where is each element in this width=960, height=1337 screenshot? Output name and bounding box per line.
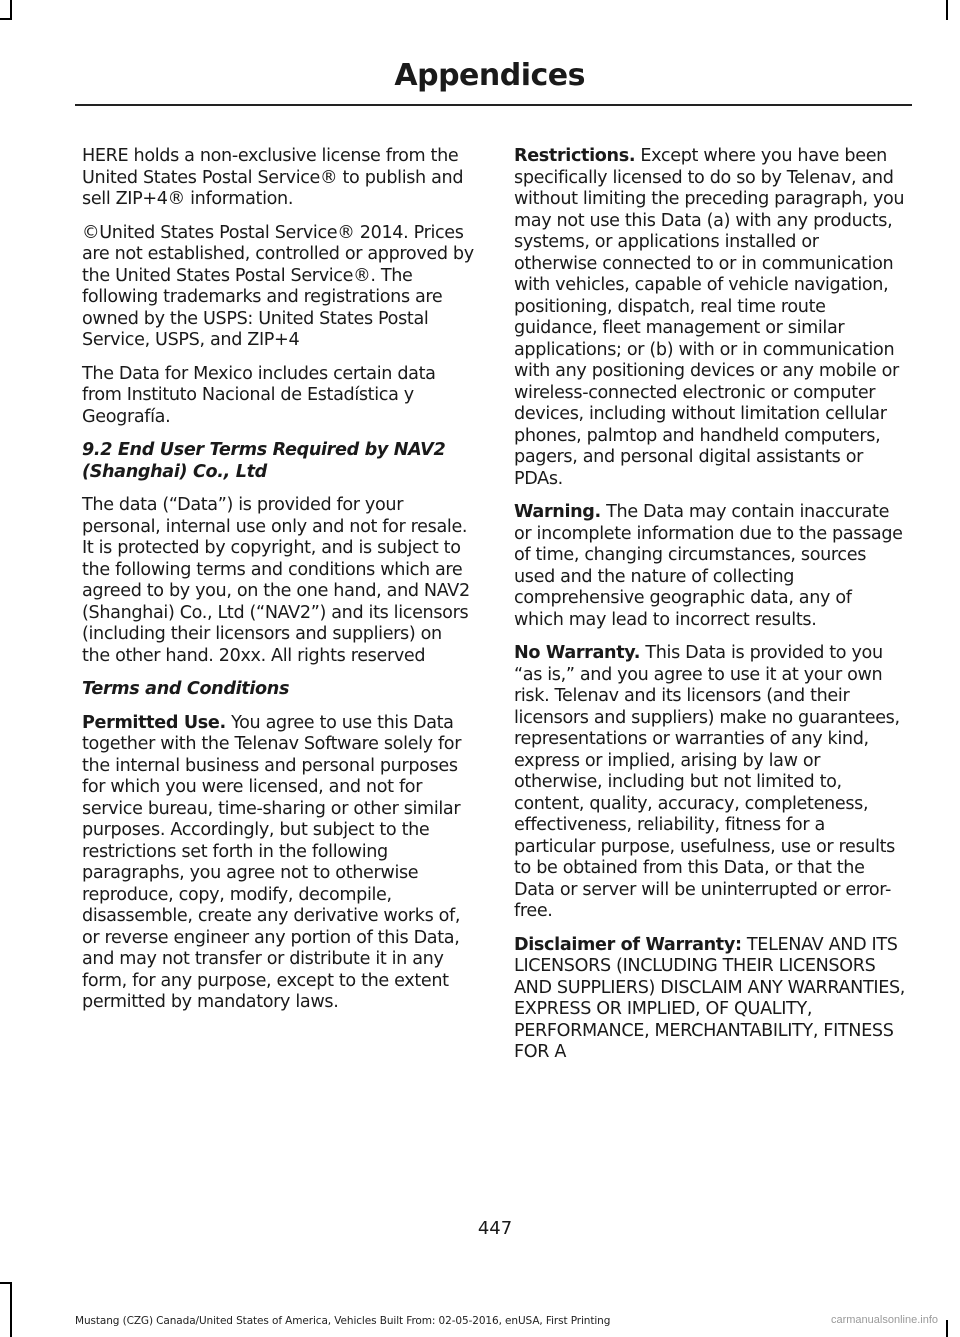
warning-lead: Warning. xyxy=(514,502,601,522)
crop-mark-top-left-v xyxy=(10,0,12,20)
permitted-use-lead: Permitted Use. xyxy=(82,712,226,733)
paragraph-usps-trademarks: ©United States Postal Service® 2014. Prices are not established, controlled or approved by the United States Postal Service®. The following trademarks and registrations are owned by the USPS: United States Postal Service, USPS, and ZIP+4 xyxy=(82,222,474,350)
paragraph-permitted-use xyxy=(82,713,474,1014)
disclaimer-lead: Disclaimer of Warranty: xyxy=(514,934,742,955)
paragraph-mexico-data: The Data for Mexico includes certain data from Instituto Nacional de Estadística y Geografía. xyxy=(82,363,436,427)
paragraph-disclaimer xyxy=(514,935,906,1064)
paragraph-no-warranty xyxy=(514,643,906,923)
crop-mark-bottom-right xyxy=(946,1320,948,1337)
header-divider xyxy=(75,104,912,106)
section-heading-nav2: 9.2 End User Terms Required by NAV2 (Shanghai) Co., Ltd xyxy=(82,440,446,482)
page-number: 447 xyxy=(477,1218,513,1239)
footer-text: Mustang (CZG) Canada/United States of America, Vehicles Built From: 02-05-2016, enUSA, First Printing xyxy=(75,1315,611,1327)
disclaimer-text: TELENAV AND ITS LICENSORS (INCLUDING THEIR LICENSORS AND SUPPLIERS) DISCLAIM ANY WARRANTIES, EXPRESS OR IMPLIED, OF QUALITY, PERFORMANCE, MERCHANTABILITY, FITNESS FOR A xyxy=(514,934,906,1062)
crop-mark-top-left-h xyxy=(0,18,12,20)
subheading-terms: Terms and Conditions xyxy=(82,679,290,699)
left-column xyxy=(82,146,474,1026)
crop-mark-bottom-left-h xyxy=(0,1282,12,1284)
warning-text: The Data may contain inaccurate or incomplete information due to the passage of time, changing circumstances, sources used and the nature of collecting comprehensive geographic data, any of which may lead to incorrect results. xyxy=(514,502,903,630)
right-column xyxy=(514,146,906,1076)
page-title: Appendices xyxy=(394,58,585,93)
paragraph-warning xyxy=(514,502,906,631)
crop-mark-top-right xyxy=(946,0,948,20)
paragraph-restrictions xyxy=(514,146,906,490)
crop-mark-bottom-left-v xyxy=(10,1282,12,1337)
paragraph-data-provided: The data (“Data”) is provided for your personal, internal use only and not for resale. It is protected by copyright, and is subject to the following terms and conditions which are agreed to by you, on the one hand, and NAV2 (Shanghai) Co., Ltd (“NAV2”) and its licensors (including their licensors and suppliers) on the other hand. 20xx. All rights reserved xyxy=(82,495,470,666)
watermark-link[interactable]: carmanualsonline.info xyxy=(830,1314,938,1326)
no-warranty-lead: No Warranty. xyxy=(514,643,641,663)
restrictions-text: Except where you have been specifically licensed to do so by Telenav, and without limiting the preceding paragraph, you may not use this Data (a) with any products, systems, or applications installed or otherwise connected to or in communication with vehicles, capable of vehicle navigation, positioning, dispatch, real time route guidance, fleet management or similar applications; or (b) with or in communication with any positioning devices or any mobile or wireless-connected electronic or computer devices, including without limitation cellular phones, palmtop and handheld computers, pagers, and personal digital assistants or PDAs. xyxy=(514,146,905,489)
permitted-use-text: You agree to use this Data together with the Telenav Software solely for the internal business and personal purposes for which you were licensed, and not for service bureau, time-sharing or other similar purposes. Accordingly, but subject to the restrictions set forth in the following paragraphs, you agree not to otherwise reproduce, copy, modify, decompile, disassemble, create any derivative works of, or reverse engineer any portion of this Data, and may not transfer or distribute it in any form, for any purpose, except to the extent permitted by mandatory laws. xyxy=(82,712,462,1012)
no-warranty-text: This Data is provided to you “as is,” and you agree to use it at your own risk. Telenav and its licensors (and their licensors and suppliers) make no guarantees, representations or warranties of any kind, express or implied, arising by law or otherwise, including but not limited to, content, quality, accuracy, completeness, effectiveness, reliability, fitness for a particular purpose, usefulness, use or results to be obtained from this Data, or that the Data or server will be uninterrupted or error-free. xyxy=(514,643,900,921)
restrictions-lead: Restrictions. xyxy=(514,146,636,166)
paragraph-zip4-license: HERE holds a non-exclusive license from the United States Postal Service® to publish and sell ZIP+4® information. xyxy=(82,146,464,209)
